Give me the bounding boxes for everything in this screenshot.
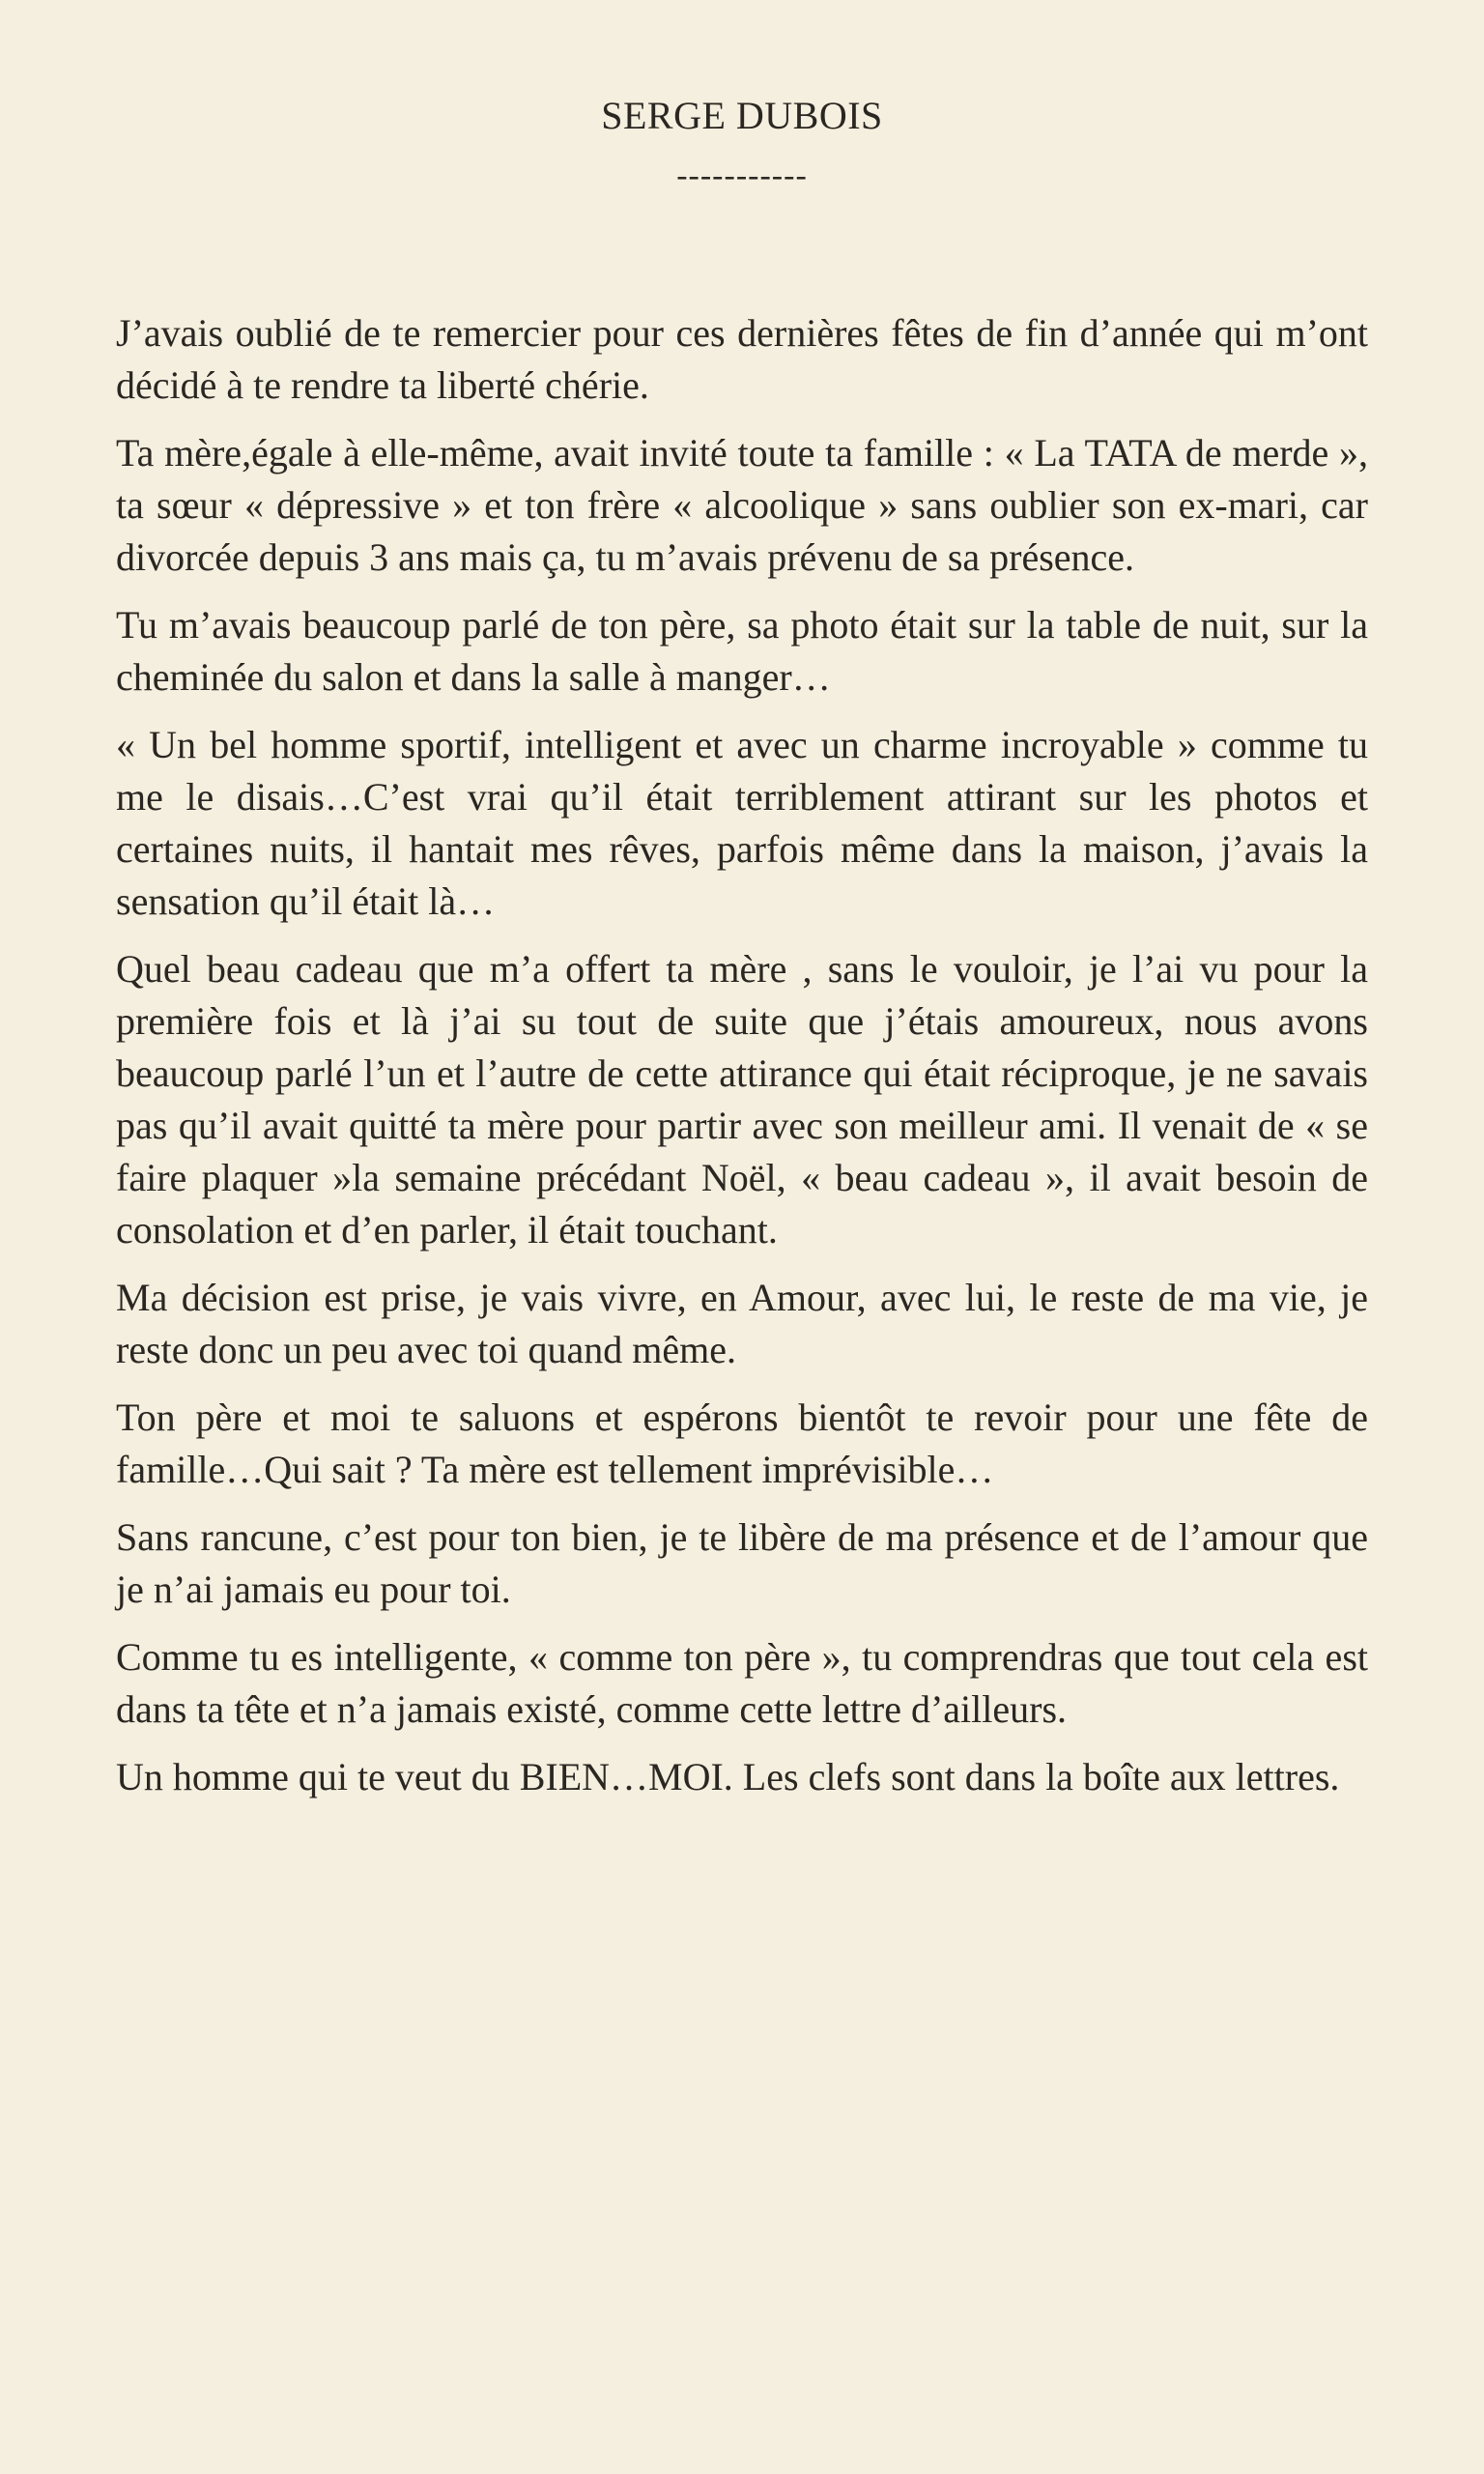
paragraph-4: « Un bel homme sportif, intelligent et avec un charme incroyable » comme tu me le disais…C’est vrai qu’il était terriblement attirant sur les photos et certaines nuits, il hantait mes rêves, parfois même dans la maison, j’avais la sensation qu’il était là…	[116, 723, 1368, 923]
paragraph-9: Comme tu es intelligente, « comme ton père », tu comprendras que tout cela est dans ta tête et n’a jamais existé, comme cette lettre d’ailleurs.	[116, 1635, 1368, 1731]
letter-body	[116, 307, 1368, 1803]
paragraph-8: Sans rancune, c’est pour ton bien, je te libère de ma présence et de l’amour que je n’ai jamais eu pour toi.	[116, 1515, 1368, 1611]
paragraph-6: Ma décision est prise, je vais vivre, en Amour, avec lui, le reste de ma vie, je reste donc un peu avec toi quand même.	[116, 1276, 1368, 1371]
paragraph-2: Ta mère,égale à elle-même, avait invité toute ta famille : « La TATA de merde », ta sœur « dépressive » et ton frère « alcoolique » sans oublier son ex-mari, car divorcée depuis 3 ans mais ça, tu m’avais prévenu de sa présence.	[116, 431, 1368, 579]
page-header	[116, 0, 1368, 197]
paragraph-10: Un homme qui te veut du BIEN…MOI. Les clefs sont dans la boîte aux lettres.	[116, 1755, 1340, 1798]
paragraph-5: Quel beau cadeau que m’a offert ta mère , sans le vouloir, je l’ai vu pour la première fois et là j’ai su tout de suite que j’étais amoureux, nous avons beaucoup parlé l’un et l’autre de cette attirance qui était réciproque, je ne savais pas qu’il avait quitté ta mère pour partir avec son meilleur ami. Il venait de « se faire plaquer »la semaine précédant Noël, « beau cadeau », il avait besoin de consolation et d’en parler, il était touchant.	[116, 947, 1368, 1251]
author-name: SERGE DUBOIS	[601, 94, 883, 137]
paragraph-3: Tu m’avais beaucoup parlé de ton père, sa photo était sur la table de nuit, sur la cheminée du salon et dans la salle à manger…	[116, 603, 1368, 699]
paragraph-1: J’avais oublié de te remercier pour ces dernières fêtes de fin d’année qui m’ont décidé à te rendre ta liberté chérie.	[116, 311, 1368, 407]
header-rule: -----------	[676, 158, 808, 193]
paragraph-7: Ton père et moi te saluons et espérons bientôt te revoir pour une fête de famille…Qui sait ? Ta mère est tellement imprévisible…	[116, 1395, 1368, 1491]
